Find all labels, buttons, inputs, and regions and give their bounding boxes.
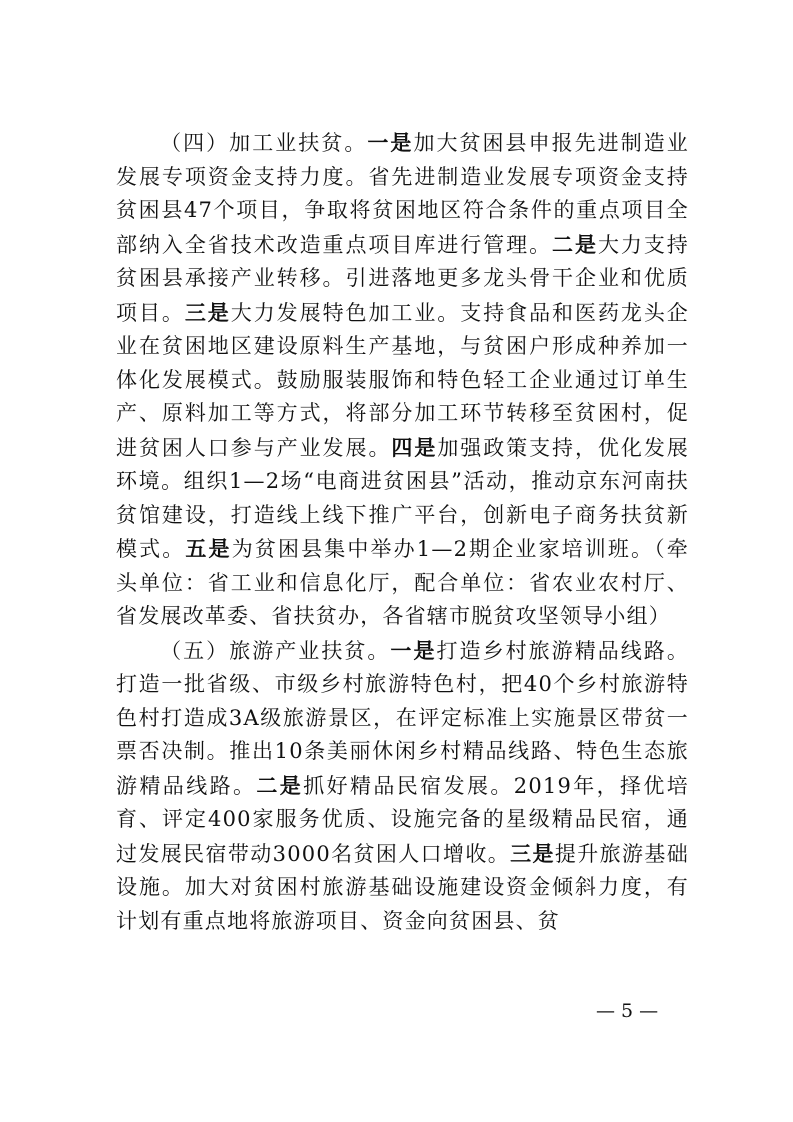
section-heading: （五）旅游产业扶贫。 bbox=[160, 638, 391, 663]
body-text bbox=[116, 126, 689, 938]
point-text: 提升旅游基础设施。加大对贫困村旅游基础设施建设资金倾斜力度，有计划有重点地将旅游项目、资金向贫困县、贫 bbox=[116, 841, 689, 933]
point-marker: 三是 bbox=[184, 299, 231, 325]
point-text: 为贫困县集中举办1—2期企业家培训班。（牵头单位：省工业和信息化厅，配合单位：省农业农村厅、省发展改革委、省扶贫办，各省辖市脱贫攻坚领导小组） bbox=[116, 537, 689, 628]
point-marker: 五是 bbox=[185, 536, 232, 561]
point-text: 大力发展特色加工业。支持食品和医药龙头企业在贫困地区建设原料生产基地，与贫困户形成种养加一体化发展模式。鼓励服装服饰和特色轻工企业通过订单生产、原料加工等方式，将部分加工环节转移至贫困村，促进贫困人口参与产业发展。 bbox=[116, 300, 690, 460]
point-marker: 一是 bbox=[390, 637, 437, 663]
point-text: 抓好精品民宿发展。2019年，择优培育、评定400家服务优质、设施完备的星级精品民宿，通过发展民宿带动3000名贫困人口增收。 bbox=[116, 773, 689, 866]
paragraph-processing-industry bbox=[116, 126, 689, 634]
point-marker: 四是 bbox=[391, 434, 438, 460]
point-text: 加大贫困县申报先进制造业发展专项资金支持力度。省先进制造业发展专项资金支持贫困县47个项目，争取将贫困地区符合条件的重点项目全部纳入全省技术改造重点项目库进行管理。 bbox=[116, 131, 689, 257]
point-marker: 二是 bbox=[256, 772, 304, 798]
point-marker: 三是 bbox=[510, 840, 555, 866]
point-text: 加强政策支持，优化发展环境。组织1—2场“电商进贫困县”活动，推动京东河南扶贫馆建设，打造线上线下推广平台，创新电子商务扶贫新模式。 bbox=[116, 435, 690, 561]
point-marker: 二是 bbox=[552, 231, 598, 257]
point-marker: 一是 bbox=[367, 130, 414, 155]
point-text: 打造乡村旅游精品线路。打造一批省级、市级乡村旅游特色村，把40个乡村旅游特色村打造成3A级旅游景区，在评定标准上实施景区带贫一票否决制。推出10条美丽休闲乡村精品线路、特色生态旅游精品线路。 bbox=[116, 638, 690, 798]
paragraph-tourism-industry bbox=[116, 634, 689, 939]
section-heading: （四）加工业扶贫。 bbox=[160, 131, 368, 155]
point-text: 大力支持贫困县承接产业转移。引进落地更多龙头骨干企业和优质项目。 bbox=[116, 232, 689, 325]
page-number: — 5 — bbox=[596, 1000, 659, 1022]
